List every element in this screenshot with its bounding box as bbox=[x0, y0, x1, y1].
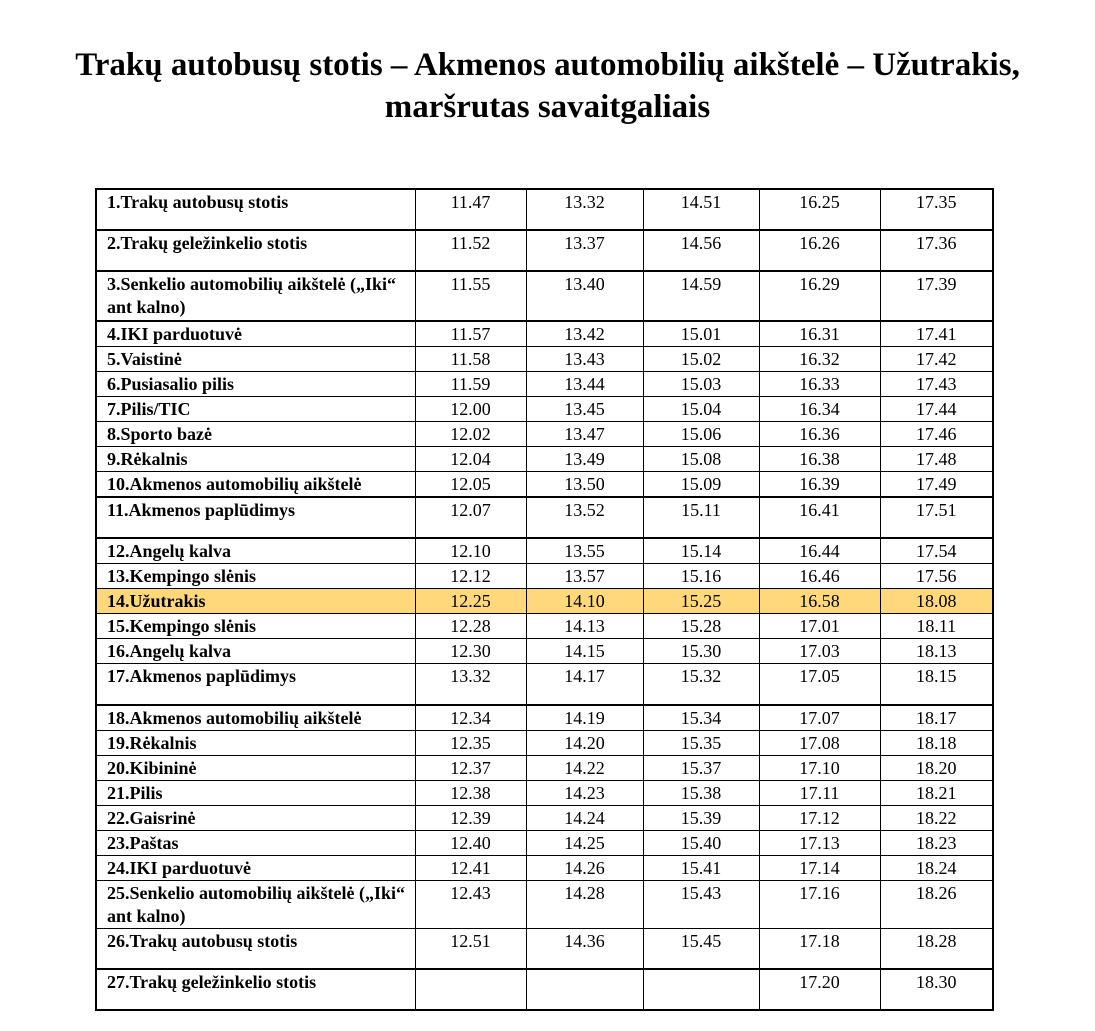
departure-time-cell: 15.41 bbox=[643, 855, 759, 880]
departure-time-cell: 17.08 bbox=[759, 730, 880, 755]
departure-time-cell: 15.35 bbox=[643, 730, 759, 755]
departure-time-cell: 14.59 bbox=[643, 271, 759, 321]
departure-time-cell: 18.15 bbox=[880, 664, 993, 705]
departure-time-cell bbox=[415, 969, 526, 1010]
departure-time-cell: 14.26 bbox=[526, 855, 643, 880]
schedule-table bbox=[95, 188, 994, 1011]
stop-name-cell: 11.Akmenos paplūdimys bbox=[96, 497, 415, 538]
departure-time-cell: 18.21 bbox=[880, 780, 993, 805]
table-row bbox=[96, 538, 993, 564]
departure-time-cell: 15.34 bbox=[643, 705, 759, 731]
departure-time-cell: 16.33 bbox=[759, 372, 880, 397]
departure-time-cell: 13.43 bbox=[526, 347, 643, 372]
departure-time-cell: 12.12 bbox=[415, 564, 526, 589]
departure-time-cell: 14.20 bbox=[526, 730, 643, 755]
departure-time-cell: 17.16 bbox=[759, 880, 880, 928]
departure-time-cell: 16.46 bbox=[759, 564, 880, 589]
stop-name-cell: 18.Akmenos automobilių aikštelė bbox=[96, 705, 415, 731]
departure-time-cell: 18.17 bbox=[880, 705, 993, 731]
departure-time-cell: 16.41 bbox=[759, 497, 880, 538]
departure-time-cell: 15.16 bbox=[643, 564, 759, 589]
title-line-2: maršrutas savaitgaliais bbox=[384, 89, 711, 125]
departure-time-cell: 17.18 bbox=[759, 928, 880, 969]
stop-name-cell: 12.Angelų kalva bbox=[96, 538, 415, 564]
stop-name-cell: 24.IKI parduotuvė bbox=[96, 855, 415, 880]
departure-time-cell: 17.07 bbox=[759, 705, 880, 731]
departure-time-cell: 17.56 bbox=[880, 564, 993, 589]
departure-time-cell: 15.14 bbox=[643, 538, 759, 564]
departure-time-cell: 14.22 bbox=[526, 755, 643, 780]
table-row bbox=[96, 564, 993, 589]
departure-time-cell: 12.38 bbox=[415, 780, 526, 805]
departure-time-cell: 18.22 bbox=[880, 805, 993, 830]
departure-time-cell: 12.35 bbox=[415, 730, 526, 755]
departure-time-cell: 17.10 bbox=[759, 755, 880, 780]
departure-time-cell: 15.01 bbox=[643, 321, 759, 347]
departure-time-cell: 13.42 bbox=[526, 321, 643, 347]
departure-time-cell: 13.32 bbox=[526, 189, 643, 230]
departure-time-cell: 16.32 bbox=[759, 347, 880, 372]
table-row bbox=[96, 422, 993, 447]
departure-time-cell: 17.48 bbox=[880, 447, 993, 472]
departure-time-cell: 14.24 bbox=[526, 805, 643, 830]
table-row bbox=[96, 347, 993, 372]
departure-time-cell: 18.20 bbox=[880, 755, 993, 780]
departure-time-cell: 12.40 bbox=[415, 830, 526, 855]
departure-time-cell: 17.36 bbox=[880, 230, 993, 271]
departure-time-cell bbox=[526, 969, 643, 1010]
departure-time-cell: 15.38 bbox=[643, 780, 759, 805]
table-row bbox=[96, 855, 993, 880]
departure-time-cell: 12.41 bbox=[415, 855, 526, 880]
departure-time-cell: 14.19 bbox=[526, 705, 643, 731]
departure-time-cell: 12.02 bbox=[415, 422, 526, 447]
departure-time-cell: 18.28 bbox=[880, 928, 993, 969]
table-row bbox=[96, 614, 993, 639]
table-row-highlighted bbox=[96, 589, 993, 614]
stop-name-cell: 17.Akmenos paplūdimys bbox=[96, 664, 415, 705]
departure-time-cell: 15.11 bbox=[643, 497, 759, 538]
departure-time-cell: 12.39 bbox=[415, 805, 526, 830]
stop-name-cell: 4.IKI parduotuvė bbox=[96, 321, 415, 347]
departure-time-cell: 15.03 bbox=[643, 372, 759, 397]
departure-time-cell: 12.00 bbox=[415, 397, 526, 422]
departure-time-cell: 17.20 bbox=[759, 969, 880, 1010]
departure-time-cell: 12.05 bbox=[415, 472, 526, 498]
departure-time-cell: 17.49 bbox=[880, 472, 993, 498]
departure-time-cell: 16.38 bbox=[759, 447, 880, 472]
departure-time-cell: 16.58 bbox=[759, 589, 880, 614]
table-row bbox=[96, 321, 993, 347]
departure-time-cell bbox=[643, 969, 759, 1010]
stop-name-cell: 9.Rėkalnis bbox=[96, 447, 415, 472]
stop-name-cell: 26.Trakų autobusų stotis bbox=[96, 928, 415, 969]
table-row bbox=[96, 969, 993, 1010]
departure-time-cell: 18.08 bbox=[880, 589, 993, 614]
title-line-1: Trakų autobusų stotis – Akmenos automobilių aikštelė – Užutrakis, bbox=[75, 47, 1020, 83]
departure-time-cell: 14.15 bbox=[526, 639, 643, 664]
departure-time-cell: 13.44 bbox=[526, 372, 643, 397]
table-row bbox=[96, 397, 993, 422]
departure-time-cell: 17.14 bbox=[759, 855, 880, 880]
departure-time-cell: 18.26 bbox=[880, 880, 993, 928]
departure-time-cell: 17.54 bbox=[880, 538, 993, 564]
departure-time-cell: 12.43 bbox=[415, 880, 526, 928]
departure-time-cell: 13.52 bbox=[526, 497, 643, 538]
stop-name-cell: 6.Pusiasalio pilis bbox=[96, 372, 415, 397]
departure-time-cell: 17.05 bbox=[759, 664, 880, 705]
table-row bbox=[96, 928, 993, 969]
departure-time-cell: 17.13 bbox=[759, 830, 880, 855]
departure-time-cell: 16.36 bbox=[759, 422, 880, 447]
table-row bbox=[96, 447, 993, 472]
departure-time-cell: 16.26 bbox=[759, 230, 880, 271]
departure-time-cell: 16.34 bbox=[759, 397, 880, 422]
departure-time-cell: 14.36 bbox=[526, 928, 643, 969]
departure-time-cell: 15.04 bbox=[643, 397, 759, 422]
departure-time-cell: 15.37 bbox=[643, 755, 759, 780]
departure-time-cell: 13.47 bbox=[526, 422, 643, 447]
departure-time-cell: 12.07 bbox=[415, 497, 526, 538]
departure-time-cell: 13.40 bbox=[526, 271, 643, 321]
stop-name-cell: 19.Rėkalnis bbox=[96, 730, 415, 755]
departure-time-cell: 11.55 bbox=[415, 271, 526, 321]
departure-time-cell: 17.12 bbox=[759, 805, 880, 830]
departure-time-cell: 17.42 bbox=[880, 347, 993, 372]
departure-time-cell: 13.45 bbox=[526, 397, 643, 422]
departure-time-cell: 14.25 bbox=[526, 830, 643, 855]
stop-name-cell: 1.Trakų autobusų stotis bbox=[96, 189, 415, 230]
departure-time-cell: 15.45 bbox=[643, 928, 759, 969]
departure-time-cell: 15.09 bbox=[643, 472, 759, 498]
stop-name-cell: 3.Senkelio automobilių aikštelė („Iki“ ant kalno) bbox=[96, 271, 415, 321]
stop-name-cell: 5.Vaistinė bbox=[96, 347, 415, 372]
departure-time-cell: 18.13 bbox=[880, 639, 993, 664]
departure-time-cell: 18.11 bbox=[880, 614, 993, 639]
departure-time-cell: 11.52 bbox=[415, 230, 526, 271]
departure-time-cell: 14.28 bbox=[526, 880, 643, 928]
stop-name-cell: 8.Sporto bazė bbox=[96, 422, 415, 447]
departure-time-cell: 15.02 bbox=[643, 347, 759, 372]
stop-name-cell: 2.Trakų geležinkelio stotis bbox=[96, 230, 415, 271]
departure-time-cell: 14.10 bbox=[526, 589, 643, 614]
stop-name-cell: 23.Paštas bbox=[96, 830, 415, 855]
departure-time-cell: 16.39 bbox=[759, 472, 880, 498]
departure-time-cell: 12.30 bbox=[415, 639, 526, 664]
stop-name-cell: 20.Kibininė bbox=[96, 755, 415, 780]
table-row bbox=[96, 271, 993, 321]
stop-name-cell: 21.Pilis bbox=[96, 780, 415, 805]
departure-time-cell: 12.10 bbox=[415, 538, 526, 564]
departure-time-cell: 12.51 bbox=[415, 928, 526, 969]
departure-time-cell: 12.04 bbox=[415, 447, 526, 472]
departure-time-cell: 13.57 bbox=[526, 564, 643, 589]
stop-name-cell: 15.Kempingo slėnis bbox=[96, 614, 415, 639]
table-row bbox=[96, 189, 993, 230]
departure-time-cell: 11.58 bbox=[415, 347, 526, 372]
stop-name-cell: 16.Angelų kalva bbox=[96, 639, 415, 664]
departure-time-cell: 17.44 bbox=[880, 397, 993, 422]
departure-time-cell: 14.23 bbox=[526, 780, 643, 805]
stop-name-cell: 27.Trakų geležinkelio stotis bbox=[96, 969, 415, 1010]
departure-time-cell: 17.51 bbox=[880, 497, 993, 538]
departure-time-cell: 12.37 bbox=[415, 755, 526, 780]
departure-time-cell: 15.40 bbox=[643, 830, 759, 855]
table-row bbox=[96, 497, 993, 538]
departure-time-cell: 16.44 bbox=[759, 538, 880, 564]
departure-time-cell: 11.57 bbox=[415, 321, 526, 347]
departure-time-cell: 18.18 bbox=[880, 730, 993, 755]
table-row bbox=[96, 805, 993, 830]
schedule-body bbox=[96, 189, 993, 1010]
departure-time-cell: 13.32 bbox=[415, 664, 526, 705]
departure-time-cell: 15.25 bbox=[643, 589, 759, 614]
departure-time-cell: 13.49 bbox=[526, 447, 643, 472]
departure-time-cell: 15.06 bbox=[643, 422, 759, 447]
table-row bbox=[96, 730, 993, 755]
departure-time-cell: 15.43 bbox=[643, 880, 759, 928]
table-row bbox=[96, 880, 993, 928]
stop-name-cell: 13.Kempingo slėnis bbox=[96, 564, 415, 589]
departure-time-cell: 14.51 bbox=[643, 189, 759, 230]
departure-time-cell: 13.50 bbox=[526, 472, 643, 498]
table-row bbox=[96, 230, 993, 271]
departure-time-cell: 17.39 bbox=[880, 271, 993, 321]
stop-name-cell: 14.Užutrakis bbox=[96, 589, 415, 614]
departure-time-cell: 17.11 bbox=[759, 780, 880, 805]
departure-time-cell: 13.37 bbox=[526, 230, 643, 271]
departure-time-cell: 15.32 bbox=[643, 664, 759, 705]
departure-time-cell: 16.25 bbox=[759, 189, 880, 230]
departure-time-cell: 12.25 bbox=[415, 589, 526, 614]
table-row bbox=[96, 755, 993, 780]
departure-time-cell: 18.24 bbox=[880, 855, 993, 880]
departure-time-cell: 18.23 bbox=[880, 830, 993, 855]
stop-name-cell: 25.Senkelio automobilių aikštelė („Iki“ ant kalno) bbox=[96, 880, 415, 928]
departure-time-cell: 12.34 bbox=[415, 705, 526, 731]
departure-time-cell: 15.39 bbox=[643, 805, 759, 830]
departure-time-cell: 17.01 bbox=[759, 614, 880, 639]
departure-time-cell: 15.30 bbox=[643, 639, 759, 664]
departure-time-cell: 11.59 bbox=[415, 372, 526, 397]
stop-name-cell: 7.Pilis/TIC bbox=[96, 397, 415, 422]
stop-name-cell: 22.Gaisrinė bbox=[96, 805, 415, 830]
table-row bbox=[96, 372, 993, 397]
departure-time-cell: 17.41 bbox=[880, 321, 993, 347]
table-row bbox=[96, 830, 993, 855]
table-row bbox=[96, 472, 993, 498]
stop-name-cell: 10.Akmenos automobilių aikštelė bbox=[96, 472, 415, 498]
departure-time-cell: 14.13 bbox=[526, 614, 643, 639]
departure-time-cell: 16.29 bbox=[759, 271, 880, 321]
departure-time-cell: 17.35 bbox=[880, 189, 993, 230]
departure-time-cell: 14.56 bbox=[643, 230, 759, 271]
departure-time-cell: 14.17 bbox=[526, 664, 643, 705]
departure-time-cell: 17.03 bbox=[759, 639, 880, 664]
page-title bbox=[0, 44, 1095, 128]
table-row bbox=[96, 664, 993, 705]
table-row bbox=[96, 639, 993, 664]
departure-time-cell: 16.31 bbox=[759, 321, 880, 347]
departure-time-cell: 15.08 bbox=[643, 447, 759, 472]
departure-time-cell: 17.43 bbox=[880, 372, 993, 397]
departure-time-cell: 17.46 bbox=[880, 422, 993, 447]
departure-time-cell: 13.55 bbox=[526, 538, 643, 564]
table-row bbox=[96, 780, 993, 805]
table-row bbox=[96, 705, 993, 731]
departure-time-cell: 18.30 bbox=[880, 969, 993, 1010]
departure-time-cell: 12.28 bbox=[415, 614, 526, 639]
departure-time-cell: 15.28 bbox=[643, 614, 759, 639]
departure-time-cell: 11.47 bbox=[415, 189, 526, 230]
